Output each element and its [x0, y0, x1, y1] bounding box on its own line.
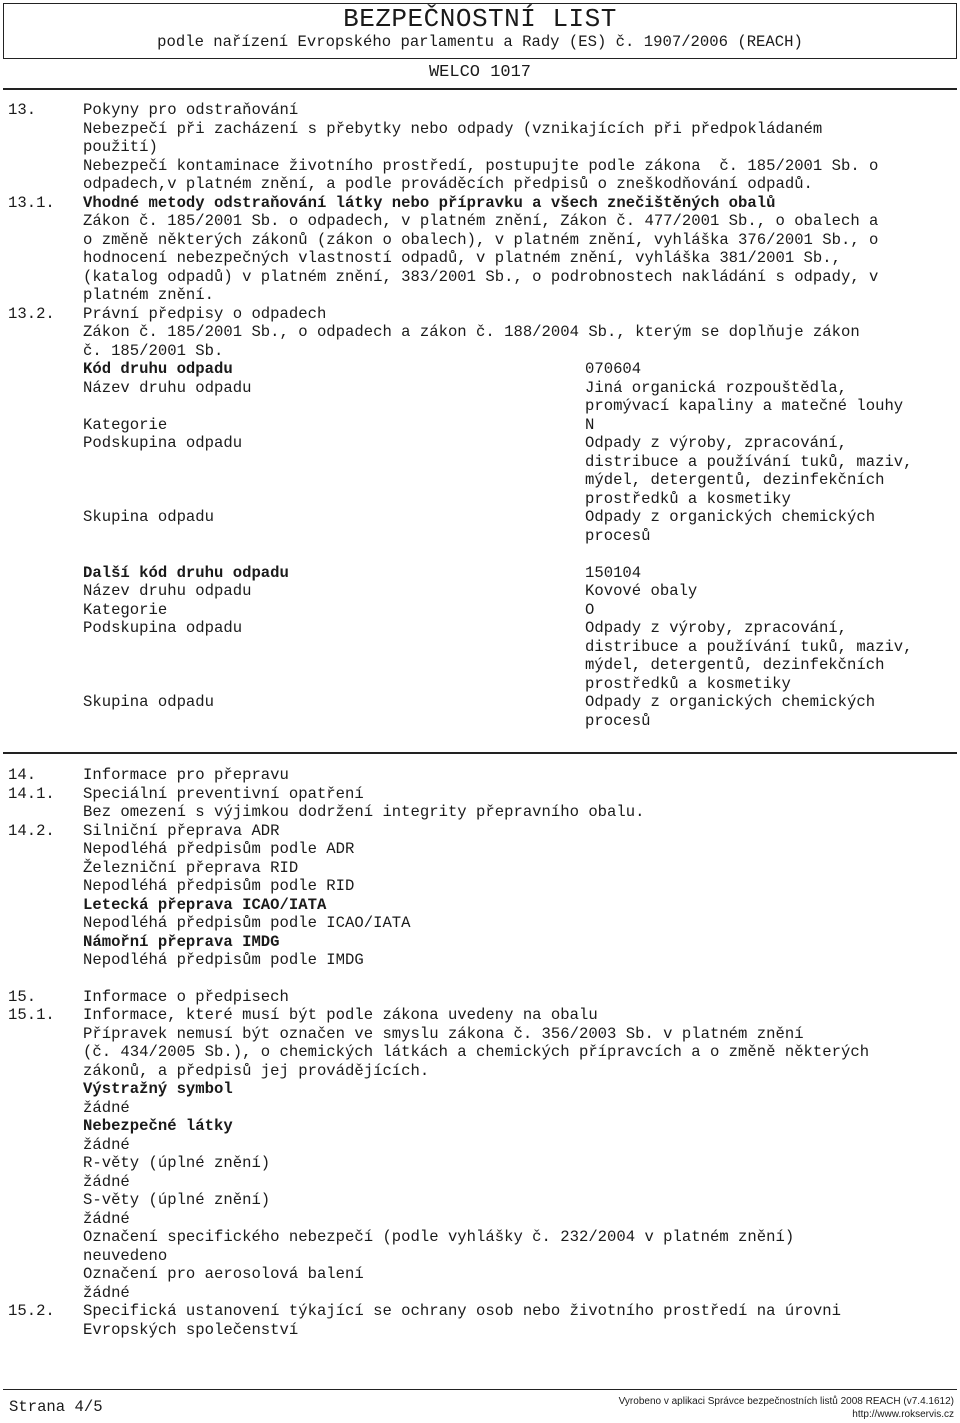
generator-text: Vyrobeno v aplikaci Správce bezpečnostních listů 2008 REACH (v7.4.1612) — [618, 1396, 954, 1407]
label-heading: R-věty (úplné znění) — [83, 1154, 271, 1172]
waste-name-value: Kovové obaly — [585, 582, 698, 600]
label-heading: Výstražný symbol — [83, 1080, 233, 1098]
subsection-number: 15.2. — [8, 1302, 55, 1320]
section-divider — [3, 752, 957, 754]
waste-group-label: Skupina odpadu — [83, 508, 215, 526]
page-number: Strana 4/5 — [9, 1398, 103, 1416]
waste-subgroup-value: prostředků a kosmetiky — [585, 490, 791, 508]
label-heading: Označení specifického nebezpečí (podle vyhlášky č. 232/2004 v platném znění) — [83, 1228, 795, 1246]
text-line: použití) — [83, 138, 158, 156]
header-divider — [3, 88, 957, 90]
text-line: č. 185/2001 Sb. — [83, 342, 224, 360]
waste-subgroup-value: distribuce a používání tuků, maziv, — [585, 453, 913, 471]
section-title: Pokyny pro odstraňování — [83, 101, 299, 119]
waste-subgroup-value: distribuce a používání tuků, maziv, — [585, 638, 913, 656]
waste-subgroup-label: Podskupina odpadu — [83, 619, 243, 637]
waste-category-label: Kategorie — [83, 601, 168, 619]
subsection-title: Informace, které musí být podle zákona uvedeny na obalu — [83, 1006, 598, 1024]
document-title: BEZPEČNOSTNÍ LIST — [343, 4, 617, 34]
subsection-title: Evropských společenství — [83, 1321, 299, 1339]
waste-subgroup-value: prostředků a kosmetiky — [585, 675, 791, 693]
subsection-number: 13.2. — [8, 305, 55, 323]
label-heading: Označení pro aerosolová balení — [83, 1265, 364, 1283]
section-number: 15. — [8, 988, 37, 1006]
section-title: Informace o předpisech — [83, 988, 289, 1006]
text-line: žádné — [83, 1173, 130, 1191]
subsection-title: Vhodné metody odstraňování látky nebo přípravku a všech znečištěných obalů — [83, 194, 776, 212]
waste-subgroup-value: mýdel, detergentů, dezinfekčních — [585, 656, 885, 674]
regulation-subtitle: podle nařízení Evropského parlamentu a Rady (ES) č. 1907/2006 (REACH) — [157, 33, 803, 51]
text-line: neuvedeno — [83, 1247, 168, 1265]
subsection-number: 13.1. — [8, 194, 55, 212]
waste-code-label: Další kód druhu odpadu — [83, 564, 289, 582]
subsection-number: 15.1. — [8, 1006, 55, 1024]
subsection-number: 14.1. — [8, 785, 55, 803]
subsection-number: 14.2. — [8, 822, 55, 840]
waste-category-value: O — [585, 601, 595, 619]
label-heading: S-věty (úplné znění) — [83, 1191, 271, 1209]
text-line: Nebezpečí kontaminace životního prostředí, postupujte podle zákona č. 185/2001 Sb. o — [83, 157, 879, 175]
waste-subgroup-value: Odpady z výroby, zpracování, — [585, 434, 848, 452]
generator-link[interactable]: http://www.rokservis.cz — [852, 1409, 954, 1420]
text-line: platném znění. — [83, 286, 215, 304]
waste-subgroup-value: mýdel, detergentů, dezinfekčních — [585, 471, 885, 489]
label-heading: Nebezpečné látky — [83, 1117, 233, 1135]
transport-heading: Železniční přeprava RID — [83, 859, 299, 877]
text-line: (č. 434/2005 Sb.), o chemických látkách a chemických přípravcích a o změně některých — [83, 1043, 870, 1061]
text-line: žádné — [83, 1099, 130, 1117]
text-line: Nepodléhá předpisům podle RID — [83, 877, 355, 895]
text-line: Přípravek nemusí být označen ve smyslu zákona č. 356/2003 Sb. v platném znění — [83, 1025, 804, 1043]
text-line: odpadech,v platném znění, a podle prováděcích předpisů o zneškodňování odpadů. — [83, 175, 813, 193]
waste-code-value: 150104 — [585, 564, 642, 582]
subsection-title: Specifická ustanovení týkající se ochrany osob nebo životního prostředí na úrovni — [83, 1302, 841, 1320]
waste-group-value: Odpady z organických chemických — [585, 508, 876, 526]
text-line: zákonů, a předpisů jej provádějících. — [83, 1062, 430, 1080]
waste-subgroup-label: Podskupina odpadu — [83, 434, 243, 452]
waste-group-value: Odpady z organických chemických — [585, 693, 876, 711]
footer-divider — [3, 1389, 957, 1390]
waste-group-value: procesů — [585, 712, 651, 730]
text-line: Nebezpečí při zacházení s přebytky nebo odpady (vznikajících při předpokládaném — [83, 120, 823, 138]
waste-name-label: Název druhu odpadu — [83, 582, 252, 600]
waste-group-label: Skupina odpadu — [83, 693, 215, 711]
waste-code-value: 070604 — [585, 360, 642, 378]
section-title: Informace pro přepravu — [83, 766, 289, 784]
waste-name-label: Název druhu odpadu — [83, 379, 252, 397]
text-line: o změně některých zákonů (zákon o obalech), v platném znění, vyhláška 376/2001 Sb., o — [83, 231, 879, 249]
product-name: WELCO 1017 — [428, 63, 532, 82]
subsection-title: Právní předpisy o odpadech — [83, 305, 327, 323]
subsection-title: Silniční přeprava ADR — [83, 822, 280, 840]
generator-note — [558, 1395, 954, 1421]
text-line: žádné — [83, 1284, 130, 1302]
text-line: Zákon č. 185/2001 Sb. o odpadech, v platném znění, Zákon č. 477/2001 Sb., o obalech a — [83, 212, 879, 230]
waste-code-label: Kód druhu odpadu — [83, 360, 233, 378]
text-line: Nepodléhá předpisům podle ICAO/IATA — [83, 914, 411, 932]
waste-name-value: promývací kapaliny a matečné louhy — [585, 397, 904, 415]
transport-heading: Letecká přeprava ICAO/IATA — [83, 896, 327, 914]
text-line: Nepodléhá předpisům podle IMDG — [83, 951, 364, 969]
section-number: 14. — [8, 766, 37, 784]
waste-subgroup-value: Odpady z výroby, zpracování, — [585, 619, 848, 637]
waste-category-label: Kategorie — [83, 416, 168, 434]
text-line: (katalog odpadů) v platném znění, 383/2001 Sb., o podrobnostech nakládání s odpady, v — [83, 268, 879, 286]
waste-group-value: procesů — [585, 527, 651, 545]
subsection-title: Speciální preventivní opatření — [83, 785, 364, 803]
text-line: Nepodléhá předpisům podle ADR — [83, 840, 355, 858]
text-line: Bez omezení s výjimkou dodržení integrity přepravního obalu. — [83, 803, 645, 821]
text-line: žádné — [83, 1136, 130, 1154]
section-number: 13. — [8, 101, 37, 119]
transport-heading: Námořní přeprava IMDG — [83, 933, 280, 951]
waste-name-value: Jiná organická rozpouštědla, — [585, 379, 848, 397]
waste-category-value: N — [585, 416, 595, 434]
text-line: Zákon č. 185/2001 Sb., o odpadech a zákon č. 188/2004 Sb., kterým se doplňuje zákon — [83, 323, 860, 341]
text-line: žádné — [83, 1210, 130, 1228]
text-line: hodnocení nebezpečných vlastností odpadů, v platném znění, vyhláška 381/2001 Sb., — [83, 249, 841, 267]
